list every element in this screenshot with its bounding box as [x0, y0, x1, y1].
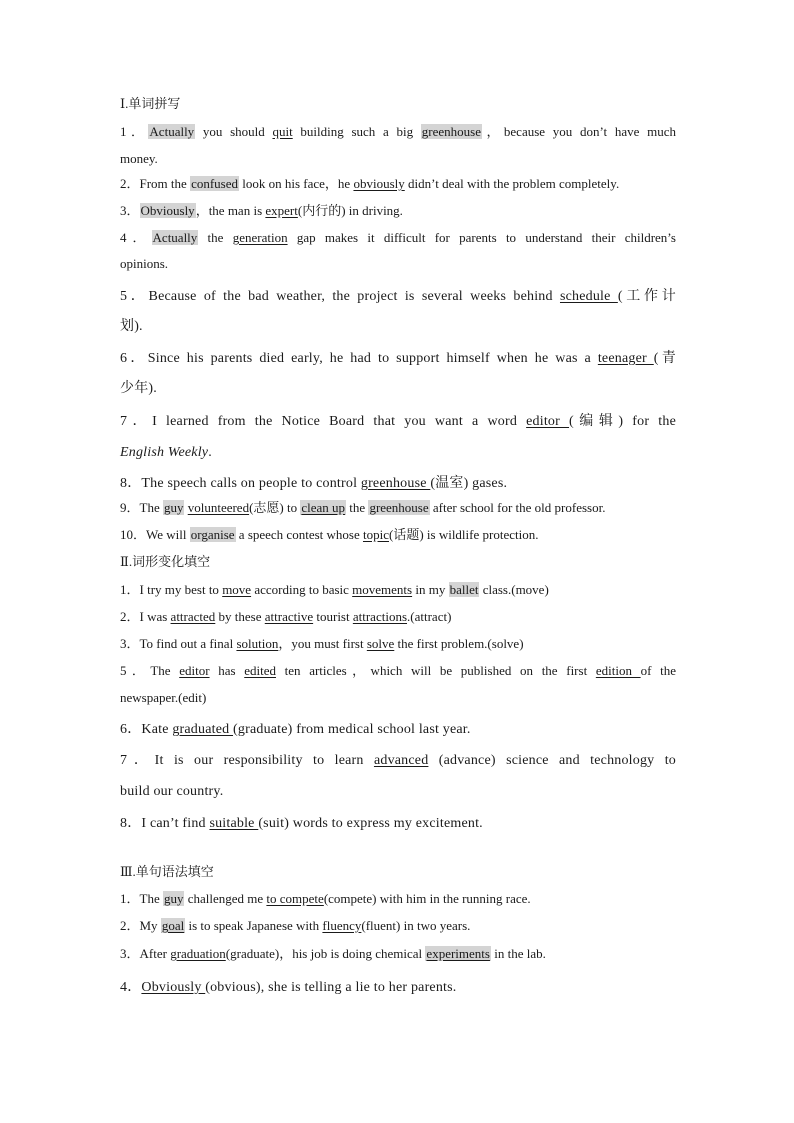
- s2-q7-line1: [120, 751, 676, 771]
- text-run: by these: [215, 609, 265, 624]
- answer-blank: Obviously: [140, 203, 195, 218]
- answer-blank: obviously: [353, 176, 405, 191]
- section-heading-1: [120, 94, 676, 114]
- text-run: 1．: [120, 124, 149, 139]
- text-run: in the lab.: [490, 946, 546, 961]
- text-run: building such a big: [292, 124, 421, 139]
- text-run: (graduate)，his job is doing chemical: [225, 946, 426, 961]
- answer-blank: generation: [232, 230, 288, 245]
- s1-q3: [120, 201, 676, 221]
- text-run: build our country.: [120, 784, 224, 799]
- s2-q6: [120, 720, 676, 740]
- text-run: in my: [412, 582, 449, 597]
- s3-q2: [120, 916, 676, 936]
- answer-blank: teenager: [597, 351, 654, 366]
- text-run: goal: [161, 918, 185, 933]
- text-run: 1．I try my best to: [120, 582, 223, 597]
- text-run: 2．My: [120, 918, 161, 933]
- s1-q7-line2: [120, 443, 676, 463]
- text-run: 4．: [120, 980, 142, 995]
- answer-blank: move: [222, 582, 252, 597]
- s2-q3: [120, 634, 676, 654]
- s2-q1: [120, 580, 676, 600]
- text-run: (编辑) for the: [569, 414, 676, 429]
- text-run: 2．From the: [120, 176, 191, 191]
- text-run: (fluent) in two years.: [361, 918, 471, 933]
- answer-blank: Obviously: [141, 980, 206, 995]
- answer-blank: topic: [362, 527, 389, 542]
- text-run: Ⅱ.词形变化填空: [120, 554, 211, 569]
- text-run: 1．The: [120, 891, 163, 906]
- text-run: opinions.: [120, 256, 169, 271]
- answer-blank: edited: [244, 663, 276, 678]
- text-run: (工作计: [617, 289, 677, 304]
- s1-q6-line2: [120, 379, 676, 399]
- s3-q3: [120, 944, 676, 964]
- s3-q1: [120, 889, 676, 909]
- text-run: (obvious), she is telling a lie to her parents.: [205, 980, 457, 995]
- text-run: 6．Since his parents died early, he had to support himself when he was a: [120, 351, 598, 366]
- answer-blank: schedule: [559, 289, 618, 304]
- text-run: 3．After: [120, 946, 171, 961]
- text-run: didn’t deal with the problem completely.: [404, 176, 620, 191]
- text-run: tourist: [313, 609, 353, 624]
- text-run: the first problem.(solve): [394, 636, 524, 651]
- text-run: (suit) words to express my excitement.: [258, 816, 483, 831]
- answer-blank: greenhouse: [369, 500, 429, 515]
- answer-blank: [161, 918, 185, 933]
- answer-blank: Actually: [149, 124, 195, 139]
- answer-blank: expert: [265, 203, 298, 218]
- s1-q2: [120, 174, 676, 194]
- text-run: 2．I was: [120, 609, 171, 624]
- answer-blank: attractions: [352, 609, 408, 624]
- answer-blank: quit: [272, 124, 293, 139]
- answer-blank: edition: [595, 663, 641, 678]
- answer-blank: suitable: [209, 816, 259, 831]
- text-run: ten articles，which will be published on the first: [275, 663, 596, 678]
- answer-blank: to compete: [266, 891, 324, 906]
- text-run: 9．The: [120, 500, 163, 515]
- answer-blank: greenhouse: [360, 476, 431, 491]
- s1-q1-line1: [120, 122, 676, 142]
- text-run: you should: [195, 124, 273, 139]
- answer-blank: guy: [163, 891, 184, 906]
- text-run: (话题) is wildlife protection.: [388, 527, 539, 542]
- answer-blank: volunteered: [187, 500, 250, 515]
- text-run: ，you must first: [278, 636, 367, 651]
- text-run: ，the man is: [195, 203, 266, 218]
- s1-q4-line2: [120, 254, 676, 274]
- text-run: Ⅰ.单词拼写: [120, 96, 181, 111]
- s2-q5-line2: [120, 688, 676, 708]
- s1-q5-line1: [120, 287, 676, 307]
- s1-q9: [120, 498, 676, 518]
- text-run: 8．The speech calls on people to control: [120, 476, 361, 491]
- s1-q6-line1: [120, 349, 676, 369]
- section-heading-3: [120, 862, 676, 882]
- answer-blank: attracted: [170, 609, 216, 624]
- text-run: ，because you don’t have much: [482, 124, 676, 139]
- text-run: 5．The: [120, 663, 180, 678]
- answer-blank: organise: [190, 527, 235, 542]
- answer-blank: greenhouse: [421, 124, 481, 139]
- text-run: challenged me: [184, 891, 267, 906]
- answer-blank: guy: [163, 500, 184, 515]
- text-run: the: [198, 230, 233, 245]
- text-run: .: [208, 445, 212, 460]
- answer-blank: attractive: [264, 609, 314, 624]
- text-run: .(attract): [407, 609, 452, 624]
- s1-q7-line1: [120, 412, 676, 432]
- s2-q7-line2: [120, 782, 676, 802]
- text-run: has: [209, 663, 245, 678]
- s2-q2: [120, 607, 676, 627]
- text-run: 3．To find out a final: [120, 636, 237, 651]
- text-run: experiments: [426, 946, 490, 961]
- text-run: according to basic: [251, 582, 353, 597]
- text-run: 6．Kate: [120, 722, 173, 737]
- answer-blank: confused: [191, 176, 238, 191]
- s1-q8: [120, 474, 676, 494]
- text-run: 8．I can’t find: [120, 816, 210, 831]
- text-run: gap makes it difficult for parents to understand their children’s: [287, 230, 676, 245]
- s1-q1-line2: [120, 149, 676, 169]
- text-run: 4．: [120, 230, 152, 245]
- text-run: look on his face，he: [239, 176, 354, 191]
- text-run: 划).: [120, 319, 143, 334]
- answer-blank: solution: [236, 636, 279, 651]
- text-run: (志愿) to: [249, 500, 301, 515]
- text-run: (graduate) from medical school last year.: [233, 722, 471, 737]
- answer-blank: editor: [179, 663, 210, 678]
- answer-blank: [300, 500, 346, 515]
- text-run: 10．We will: [120, 527, 190, 542]
- section-heading-2: [120, 552, 676, 572]
- answer-blank: graduation: [170, 946, 226, 961]
- text-run: (青: [653, 351, 677, 366]
- text-run: (温室) gases.: [430, 476, 508, 491]
- text-run: is to speak Japanese with: [185, 918, 323, 933]
- answer-blank: movements: [352, 582, 413, 597]
- s1-q4-line1: [120, 228, 676, 248]
- text-run: 5．Because of the bad weather, the project is several weeks behind: [120, 289, 560, 304]
- answer-blank: Actually: [152, 230, 198, 245]
- text-run: the: [346, 500, 369, 515]
- text-run: (内行的) in driving.: [297, 203, 403, 218]
- text-run: newspaper.(edit): [120, 690, 207, 705]
- s2-q5-line1: [120, 661, 676, 681]
- text-run: English Weekly: [120, 445, 209, 460]
- answer-blank: [425, 946, 491, 961]
- s2-q8: [120, 814, 676, 834]
- text-run: after school for the old professor.: [429, 500, 606, 515]
- answer-blank: editor: [526, 414, 570, 429]
- answer-blank: fluency: [322, 918, 362, 933]
- text-run: 7．It is our responsibility to learn: [120, 753, 374, 768]
- s3-q4: [120, 978, 676, 998]
- answer-blank: advanced: [373, 753, 429, 768]
- text-run: (compete) with him in the running race.: [323, 891, 531, 906]
- text-run: money.: [120, 151, 158, 166]
- text-run: (advance) science and technology to: [428, 753, 676, 768]
- answer-blank: solve: [366, 636, 395, 651]
- text-run: clean up: [301, 500, 346, 515]
- answer-blank: ballet: [449, 582, 479, 597]
- text-run: Ⅲ.单句语法填空: [120, 864, 214, 879]
- text-run: a speech contest whose: [235, 527, 363, 542]
- s1-q10: [120, 525, 676, 545]
- text-run: class.(move): [479, 582, 549, 597]
- s1-q5-line2: [120, 317, 676, 337]
- text-run: 3．: [120, 203, 140, 218]
- text-run: of the: [640, 663, 676, 678]
- answer-blank: graduated: [172, 722, 234, 737]
- text-run: 7．I learned from the Notice Board that you want a word: [120, 414, 527, 429]
- text-run: 少年).: [120, 381, 157, 396]
